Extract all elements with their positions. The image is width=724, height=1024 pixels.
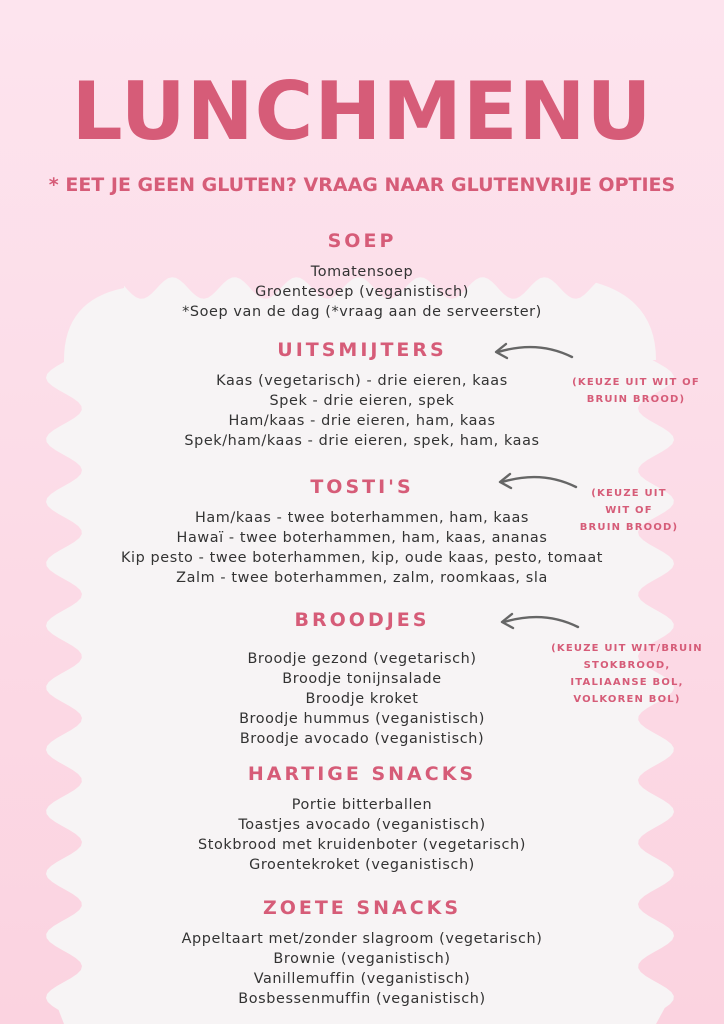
menu-item: Broodje hummus (veganistisch) [239,711,485,727]
section-soep [80,230,644,322]
section-hartige-snacks [80,763,644,875]
section-heading: SOEP [327,230,397,252]
section-heading: UITSMIJTERS [277,339,447,361]
menu-item: Portie bitterballen [291,797,433,813]
note-line: (KEUZE UIT WIT OF [572,377,700,388]
note-line: (KEUZE UIT WIT/BRUIN [551,643,703,654]
menu-item: Broodje kroket [305,691,419,707]
menu-item: Broodje avocado (veganistisch) [239,731,485,747]
gluten-notice: * EET JE GEEN GLUTEN? VRAAG NAAR GLUTENVRIJE OPTIES [48,174,676,196]
menu-item: Spek - drie eieren, spek [269,393,455,409]
section-heading: ZOETE SNACKS [262,897,462,919]
menu-item: Tomatensoep [310,264,414,280]
note-line: VOLKOREN BOL) [573,694,681,705]
note-line: ITALIAANSE BOL, [570,677,684,688]
menu-item: Brownie (veganistisch) [273,951,451,967]
menu-item: *Soep van de dag (*vraag aan de serveerster) [182,304,542,320]
note-line: WIT OF [605,505,653,516]
curved-arrow-icon [492,468,582,498]
menu-item: Vanillemuffin (veganistisch) [253,971,471,987]
menu-item: Zalm - twee boterhammen, zalm, roomkaas, sla [176,570,548,586]
menu-item: Ham/kaas - drie eieren, ham, kaas [228,413,496,429]
menu-item: Bosbessenmuffin (veganistisch) [238,991,486,1007]
menu-item: Stokbrood met kruidenboter (vegetarisch) [198,837,526,853]
section-heading: TOSTI'S [310,476,414,498]
menu-item: Appeltaart met/zonder slagroom (vegetarisch) [181,931,543,947]
note-line: BRUIN BROOD) [586,394,686,405]
curved-arrow-icon [494,608,584,638]
note-line: BRUIN BROOD) [579,522,679,533]
bread-choice-note-uitsmijters [556,374,716,408]
menu-item: Kip pesto - twee boterhammen, kip, oude kaas, pesto, tomaat [120,550,603,566]
note-line: (KEUZE UIT [591,488,667,499]
note-line: STOKBROOD, [583,660,671,671]
section-heading: BROODJES [294,609,430,631]
menu-item: Ham/kaas - twee boterhammen, ham, kaas [194,510,530,526]
menu-item: Kaas (vegetarisch) - drie eieren, kaas [216,373,508,389]
menu-item: Broodje gezond (vegetarisch) [247,651,477,667]
section-heading: HARTIGE SNACKS [247,763,477,785]
curved-arrow-icon [488,338,578,368]
section-zoete-snacks [80,897,644,1009]
menu-item: Groentekroket (veganistisch) [249,857,475,873]
bread-choice-note-broodjes [544,640,710,708]
menu-item: Hawaï - twee boterhammen, ham, kaas, ananas [176,530,548,546]
menu-item: Spek/ham/kaas - drie eieren, spek, ham, kaas [184,433,540,449]
bread-choice-note-tostis [574,485,684,536]
page-title: LUNCHMENU [71,65,653,158]
menu-item: Toastjes avocado (veganistisch) [238,817,486,833]
menu-item: Groentesoep (veganistisch) [255,284,469,300]
menu-item: Broodje tonijnsalade [282,671,442,687]
